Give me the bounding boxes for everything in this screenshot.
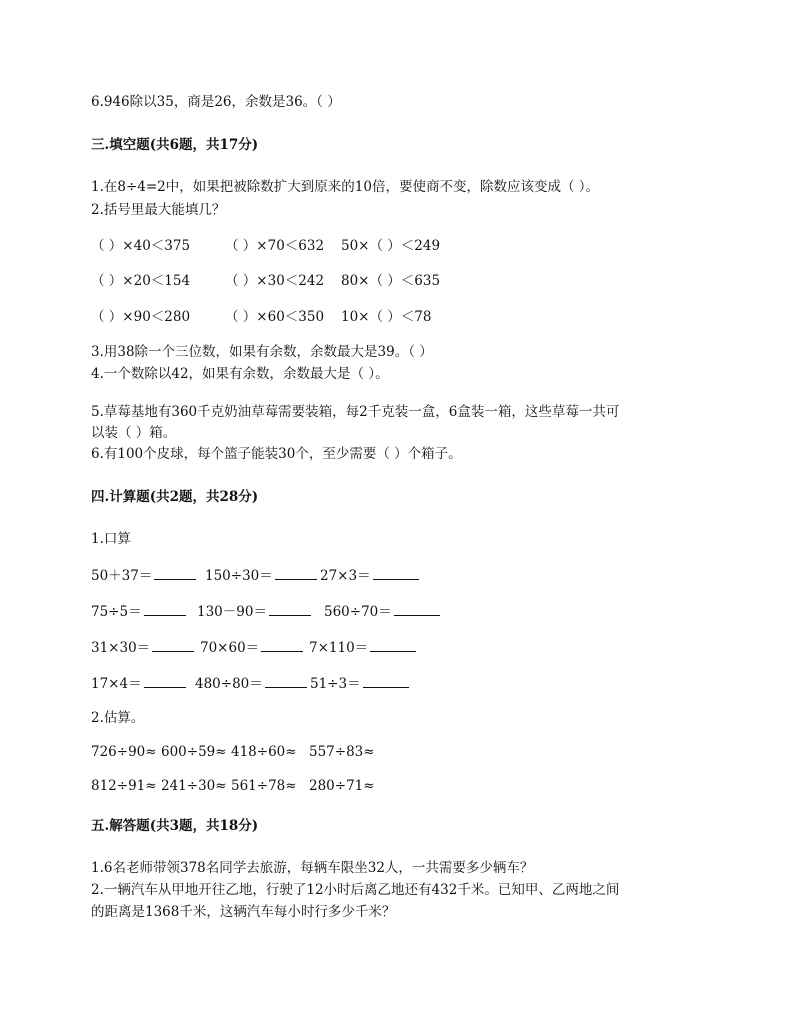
oral-item: 51÷3＝ (310, 675, 409, 693)
estimate-item: 726÷90≈ (91, 744, 157, 760)
compare-item: （ ）×40＜375 (91, 238, 191, 254)
fill-question-5-line2: 以装（ ）箱。 (91, 425, 177, 441)
compare-item: 10×（ ）＜78 (341, 309, 432, 325)
word-problem-2-line1: 2.一辆汽车从甲地开往乙地，行驶了12小时后离乙地还有432千米。已知甲、乙两地之间 (91, 882, 620, 898)
oral-item: 70×60＝ (200, 639, 303, 657)
compare-item: （ ）×70＜632 (225, 238, 325, 254)
fill-question-3: 3.用38除一个三位数，如果有余数，余数最大是39。（ ） (91, 344, 433, 360)
compare-item: （ ）×90＜280 (91, 309, 191, 325)
answer-blank[interactable] (265, 675, 307, 688)
oral-item: 17×4＝ (91, 675, 186, 693)
answer-blank[interactable] (154, 567, 196, 580)
estimate-title: 2.估算。 (91, 710, 145, 726)
fill-question-5-line1: 5.草莓基地有360千克奶油草莓需要装箱，每2千克装一盒，6盒装一箱，这些草莓一共可 (91, 404, 620, 420)
fill-question-1: 1.在8÷4=2中，如果把被除数扩大到原来的10倍，要使商不变，除数应该变成（ ）。 (91, 179, 599, 195)
section-3-heading: 三.填空题(共6题，共17分) (91, 137, 259, 153)
estimate-item: 561÷78≈ (231, 778, 297, 794)
section-4-heading: 四.计算题(共2题，共28分) (91, 489, 259, 505)
oral-item: 480÷80＝ (195, 675, 307, 693)
answer-blank[interactable] (373, 567, 419, 580)
word-problem-1: 1.6名老师带领378名同学去旅游，每辆车限坐32人，一共需要多少辆车？ (91, 860, 534, 876)
answer-blank[interactable] (261, 639, 303, 652)
oral-item: 75÷5＝ (91, 603, 186, 621)
oral-item: 150÷30＝ (205, 567, 317, 585)
answer-blank[interactable] (275, 567, 317, 580)
estimate-item: 241÷30≈ (161, 778, 227, 794)
compare-item: 80×（ ）＜635 (341, 273, 441, 289)
fill-question-6: 6.有100个皮球，每个篮子能装30个，至少需要（ ）个箱子。 (91, 446, 462, 462)
compare-item: （ ）×30＜242 (225, 273, 325, 289)
oral-calc-title: 1.口算 (91, 531, 131, 547)
judgment-item-6: 6.946除以35，商是26，余数是36。（ ） (91, 94, 341, 110)
compare-item: （ ）×60＜350 (225, 309, 325, 325)
fill-question-4: 4.一个数除以42，如果有余数，余数最大是（ ）。 (91, 366, 389, 382)
oral-item: 50＋37＝ (91, 567, 196, 585)
answer-blank[interactable] (152, 639, 194, 652)
compare-item: 50×（ ）＜249 (341, 238, 441, 254)
oral-item: 130－90＝ (197, 603, 311, 621)
answer-blank[interactable] (144, 603, 186, 616)
answer-blank[interactable] (269, 603, 311, 616)
word-problem-2-line2: 的距离是1368千米，这辆汽车每小时行多少千米？ (91, 904, 396, 920)
compare-item: （ ）×20＜154 (91, 273, 191, 289)
estimate-item: 418÷60≈ (231, 744, 297, 760)
estimate-item: 280÷71≈ (309, 778, 375, 794)
oral-item: 27×3＝ (320, 567, 419, 585)
oral-item: 560÷70＝ (324, 603, 440, 621)
answer-blank[interactable] (370, 639, 416, 652)
fill-question-2: 2.括号里最大能填几？ (91, 202, 226, 218)
answer-blank[interactable] (144, 675, 186, 688)
section-5-heading: 五.解答题(共3题，共18分) (91, 818, 259, 834)
estimate-item: 557÷83≈ (309, 744, 375, 760)
answer-blank[interactable] (363, 675, 409, 688)
oral-item: 7×110＝ (309, 639, 416, 657)
answer-blank[interactable] (394, 603, 440, 616)
oral-item: 31×30＝ (91, 639, 194, 657)
estimate-item: 812÷91≈ (91, 778, 157, 794)
estimate-item: 600÷59≈ (161, 744, 227, 760)
